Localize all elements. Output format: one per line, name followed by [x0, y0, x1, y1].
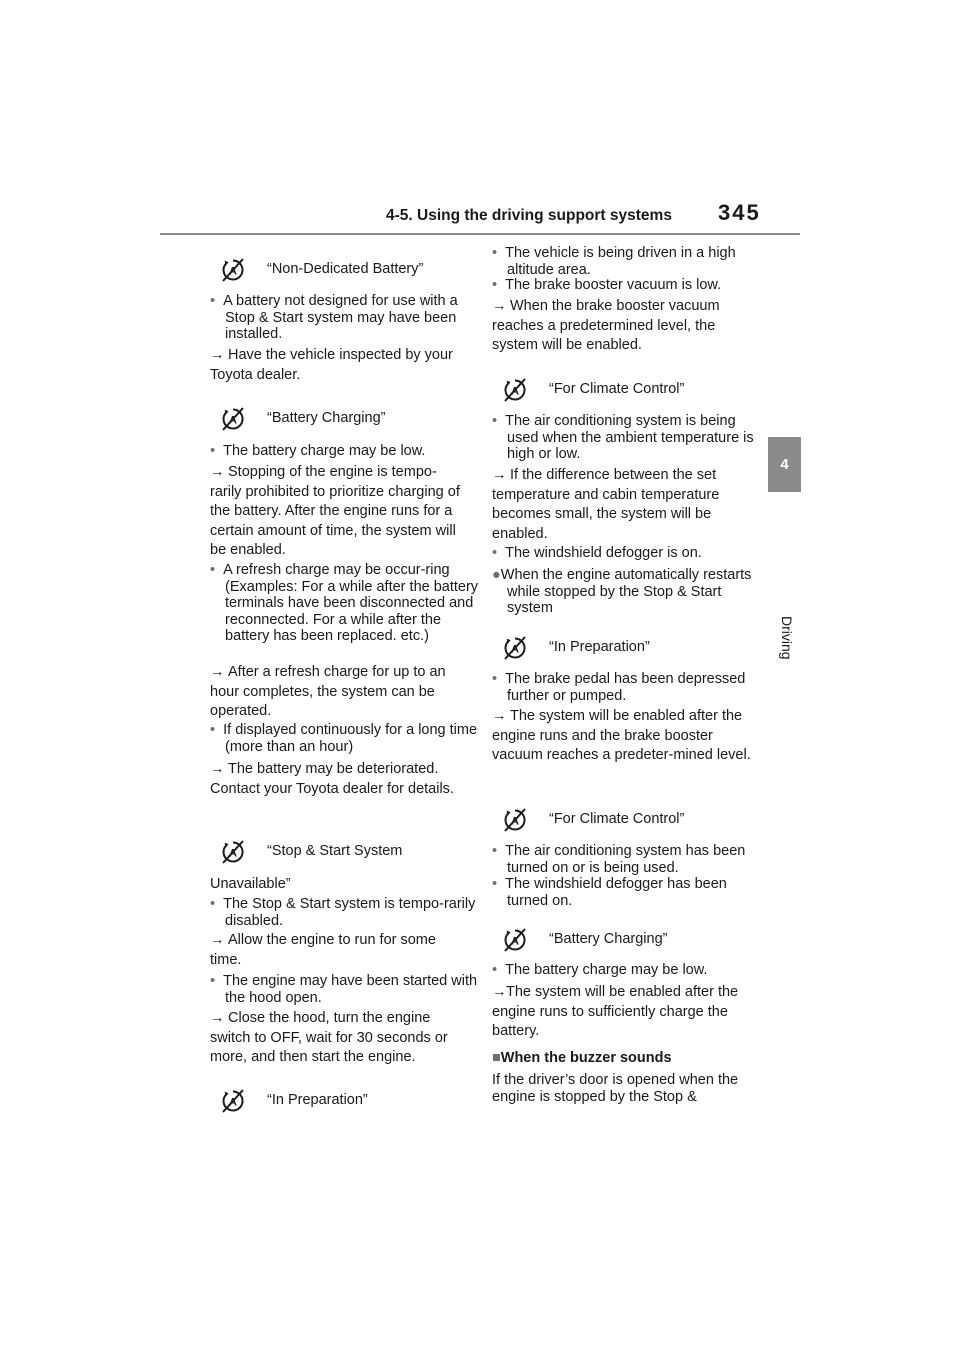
message-battery-charging: “Battery Charging” — [210, 406, 468, 432]
arrow-icon: → — [492, 467, 507, 483]
stop-start-off-icon — [220, 257, 246, 283]
square-bullet-icon: ■ — [492, 1050, 501, 1066]
arrow-icon: → — [210, 347, 225, 363]
result-paragraph: → Stopping of the engine is tempo-rarily prohibited to prioritize charging of the battery. After the engine runs for a certain amount of time, the system will be enabled. — [210, 464, 460, 558]
stop-start-off-icon — [502, 635, 528, 661]
stop-start-off-icon — [502, 377, 528, 403]
arrow-icon: → — [210, 761, 225, 777]
arrow-icon: → — [492, 708, 507, 724]
list-item: • The windshield defogger has been turned on. — [492, 876, 727, 909]
list-item: • The brake booster vacuum is low. — [492, 277, 722, 293]
condition-heading: ●When the engine automatically restarts while stopped by the Stop & Start system — [492, 567, 752, 616]
chapter-number: 4 — [780, 456, 789, 473]
list-item: • The Stop & Start system is tempo-rarily disabled. — [210, 896, 476, 929]
list-item: • A battery not designed for use with a Stop & Start system may have been installed. — [210, 293, 458, 342]
list-item: • If displayed continuously for a long time (more than an hour) — [210, 722, 478, 755]
stop-start-off-icon — [220, 406, 246, 432]
list-item: • The windshield defogger is on. — [492, 545, 702, 561]
message-battery-charging: “Battery Charging” — [492, 927, 754, 953]
stop-start-off-icon — [220, 839, 246, 865]
page-number: 345 — [718, 200, 761, 225]
message-non-dedicated-battery: “Non-Dedicated Battery” — [210, 257, 468, 283]
list-item: • The battery charge may be low. — [492, 962, 708, 978]
list-item: • The engine may have been started with the hood open. — [210, 973, 478, 1006]
message-for-climate-control: “For Climate Control” — [492, 377, 754, 403]
list-item: • The air conditioning system is being used when the ambient temperature is high or low. — [492, 413, 754, 462]
subsection-heading: ■When the buzzer sounds — [492, 1050, 672, 1066]
header-rule — [160, 233, 800, 235]
message-stop-start-unavailable: “Stop & Start System — [210, 839, 468, 865]
stop-start-off-icon — [502, 807, 528, 833]
circle-bullet-icon: ● — [492, 567, 501, 583]
body-paragraph: If the driver’s door is opened when the engine is stopped by the Stop & — [492, 1072, 739, 1105]
chapter-label: Driving — [779, 616, 795, 660]
list-item: • The brake pedal has been depressed further or pumped. — [492, 671, 746, 704]
message-continuation: Unavailable” — [210, 876, 291, 892]
arrow-icon: → — [492, 984, 507, 1000]
arrow-icon: → — [210, 664, 225, 680]
stop-start-off-icon — [502, 927, 528, 953]
section-title: 4-5. Using the driving support systems — [386, 207, 672, 224]
result-paragraph: → After a refresh charge for up to an hour completes, the system can be operated. — [210, 664, 446, 719]
message-for-climate-control: “For Climate Control” — [492, 807, 754, 833]
result-paragraph: → The system will be enabled after the engine runs and the brake booster vacuum reaches a predeter-mined level. — [492, 708, 751, 763]
stop-start-off-icon — [220, 1088, 246, 1114]
arrow-icon: → — [210, 932, 225, 948]
message-in-preparation: “In Preparation” — [210, 1088, 468, 1114]
result-paragraph: → The battery may be deteriorated. Contact your Toyota dealer for details. — [210, 761, 454, 797]
list-item: • A refresh charge may be occur-ring (Examples: For a while after the battery terminals have been disconnected and reconnected. For a while after the battery has been replaced. etc.) — [210, 562, 479, 644]
result-paragraph: → Allow the engine to run for some time. — [210, 932, 436, 968]
arrow-icon: → — [492, 298, 507, 314]
list-item: • The vehicle is being driven in a high altitude area. — [492, 245, 736, 278]
result-paragraph: →The system will be enabled after the engine runs to sufficiently charge the battery. — [492, 984, 739, 1039]
list-item: • The air conditioning system has been turned on or is being used. — [492, 843, 746, 876]
result-paragraph: → Close the hood, turn the engine switch to OFF, wait for 30 seconds or more, and then start the engine. — [210, 1010, 448, 1065]
result-paragraph: → When the brake booster vacuum reaches a predetermined level, the system will be enabled. — [492, 298, 720, 353]
page-header — [0, 0, 960, 240]
result-paragraph: → If the difference between the set temperature and cabin temperature becomes small, the system will be enabled. — [492, 467, 720, 542]
chapter-tab[interactable] — [768, 437, 801, 492]
result-paragraph: → Have the vehicle inspected by your Toyota dealer. — [210, 347, 453, 383]
arrow-icon: → — [210, 464, 225, 480]
message-in-preparation: “In Preparation” — [492, 635, 754, 661]
list-item: • The battery charge may be low. — [210, 443, 426, 459]
arrow-icon: → — [210, 1010, 225, 1026]
